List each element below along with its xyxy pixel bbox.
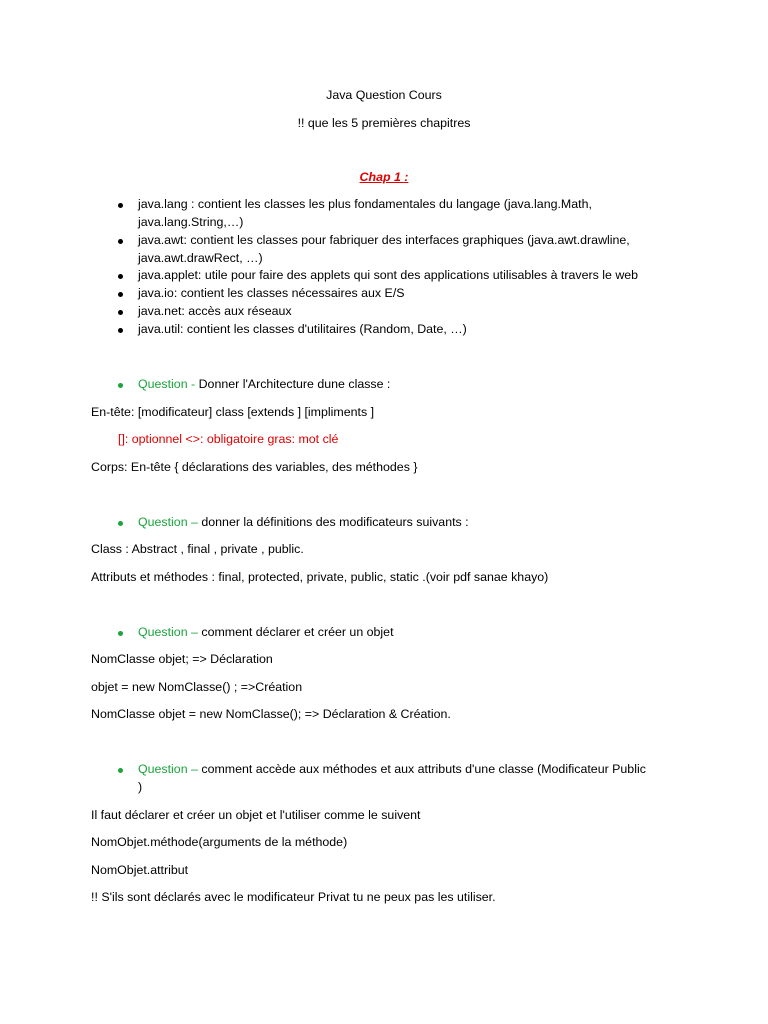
question-line [138,762,646,777]
body-line: Class : Abstract , final , private , public. [91,542,304,556]
bullet-icon [118,328,123,333]
question-label: Question [138,515,188,529]
question-separator: - [187,377,199,391]
bullet-icon [118,274,123,279]
list-item-continuation: java.lang.String,…) [138,215,244,229]
question-separator: – [187,762,202,776]
list-item: java.applet: utile pour faire des applets qui sont des applications utilisables à travers le web [138,268,639,282]
body-line: objet = new NomClasse() ; =>Création [91,680,303,694]
bullet-icon [118,383,123,388]
question-line [138,625,394,640]
question-text: donner la définitions des modificateurs suivants : [201,515,469,529]
document-title: Java Question Cours [326,88,442,102]
question-line [138,515,469,530]
body-line: NomClasse objet; => Déclaration [91,652,273,666]
bullet-icon [118,203,123,208]
question-label: Question [138,377,188,391]
body-line: !! S'ils sont déclarés avec le modificateur Privat tu ne peux pas les utiliser. [91,890,496,904]
bullet-icon [118,521,123,526]
legend-line: []: optionnel <>: obligatoire gras: mot clé [118,432,339,446]
question-text: Donner l'Architecture dune classe : [198,377,391,391]
question-separator: – [187,625,202,639]
question-label: Question [138,762,188,776]
bullet-icon [118,310,123,315]
question-text: comment accède aux méthodes et aux attributs d'une classe (Modificateur Public [201,762,646,776]
question-label: Question [138,625,188,639]
chapter-heading: Chap 1 : [359,170,409,184]
bullet-icon [118,768,123,773]
body-line: Attributs et méthodes : final, protected, private, public, static .(voir pdf sanae khayo) [91,570,549,584]
list-item-continuation: java.awt.drawRect, …) [138,251,263,265]
list-item: java.lang : contient les classes les plus fondamentales du langage (java.lang.Math, [138,197,592,211]
bullet-icon [118,631,123,636]
list-item: java.awt: contient les classes pour fabriquer des interfaces graphiques (java.awt.drawline, [138,233,630,247]
question-text: comment déclarer et créer un objet [201,625,394,639]
body-line: Il faut déclarer et créer un objet et l'utiliser comme le suivent [91,808,421,822]
body-line: NomObjet.méthode(arguments de la méthode) [91,835,348,849]
body-line: NomClasse objet = new NomClasse(); => Déclaration & Création. [91,707,451,721]
question-line-continuation: ) [138,780,143,794]
bullet-icon [118,292,123,297]
body-line: NomObjet.attribut [91,863,189,877]
list-item: java.net: accès aux réseaux [138,304,292,318]
body-line: En-tête: [modificateur] class [extends ] [impliments ] [91,405,375,419]
list-item: java.io: contient les classes nécessaires aux E/S [138,286,405,300]
question-line [138,377,390,392]
bullet-icon [118,239,123,244]
document-subtitle: !! que les 5 premières chapitres [297,116,471,130]
list-item: java.util: contient les classes d'utilitaires (Random, Date, …) [138,322,467,336]
question-separator: – [187,515,202,529]
body-line: Corps: En-tête { déclarations des variables, des méthodes } [91,460,418,474]
